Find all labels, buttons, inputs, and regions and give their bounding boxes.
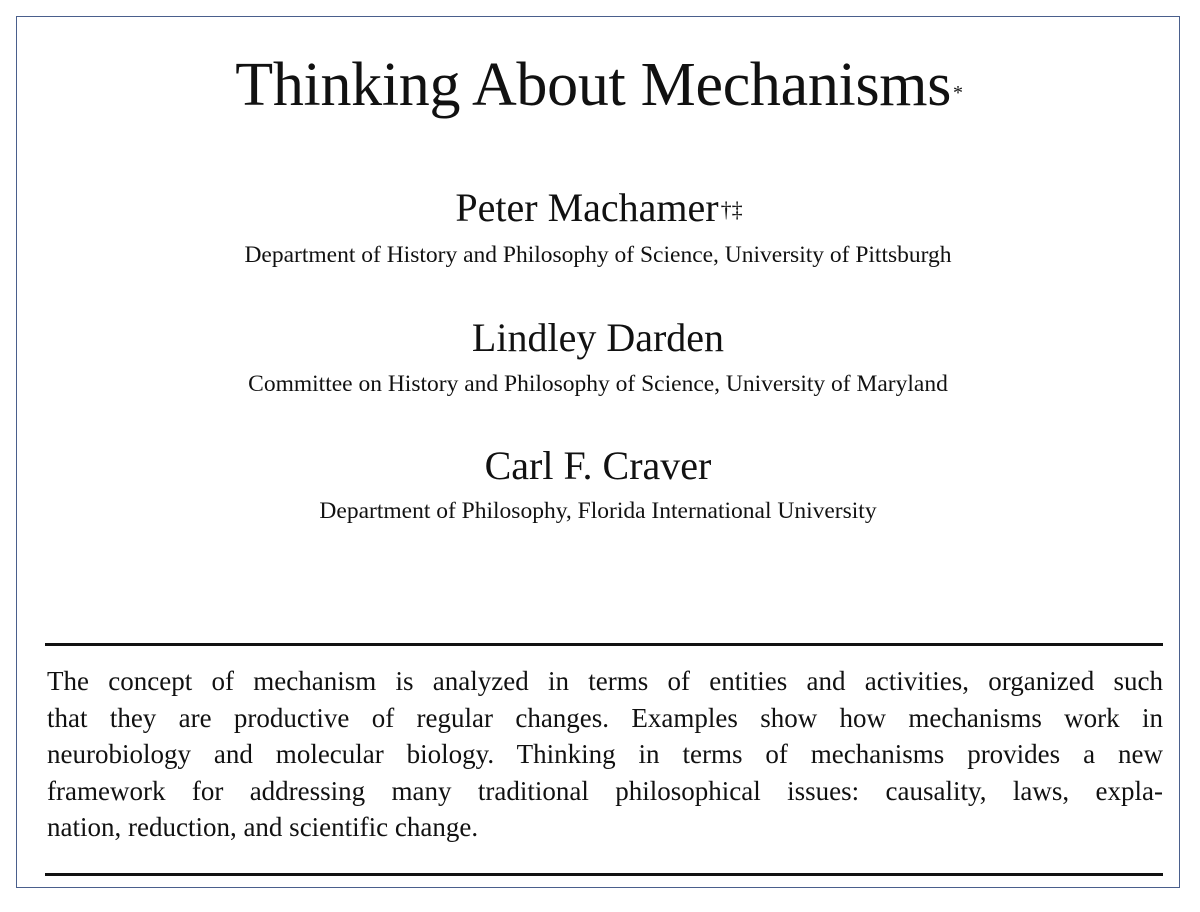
title-footnote-mark: * (953, 82, 963, 104)
author-name-text: Peter Machamer (455, 185, 719, 230)
top-rule (45, 643, 1163, 646)
abstract-line: nation, reduction, and scientific change. (47, 812, 479, 842)
author-name-text: Lindley Darden (471, 315, 725, 360)
bottom-rule (45, 873, 1163, 876)
author-affiliation: Department of Philosophy, Florida International University (319, 498, 877, 524)
page-frame (16, 16, 1180, 888)
author-affiliation: Committee on History and Philosophy of Science, University of Maryland (248, 371, 948, 397)
abstract-line: neurobiology and molecular biology. Thinking in terms of mechanisms provides a new (47, 739, 1163, 769)
author-name (17, 185, 1179, 231)
author-name (17, 443, 1179, 489)
author-footnote-marks: †‡ (720, 197, 743, 222)
paper-title-text: Thinking About Mechanisms (235, 51, 952, 119)
abstract-line: framework for addressing many traditional philosophical issues: causality, laws, expla- (47, 775, 1163, 806)
paper-title (17, 49, 1179, 121)
author-name-text: Carl F. Craver (484, 443, 712, 488)
author-name (17, 315, 1179, 361)
abstract (47, 663, 1163, 846)
abstract-line: The concept of mechanism is analyzed in terms of entities and activities, organized such (47, 666, 1163, 696)
author-affiliation: Department of History and Philosophy of Science, University of Pittsburgh (244, 242, 952, 268)
abstract-line: that they are productive of regular changes. Examples show how mechanisms work in (47, 702, 1163, 733)
